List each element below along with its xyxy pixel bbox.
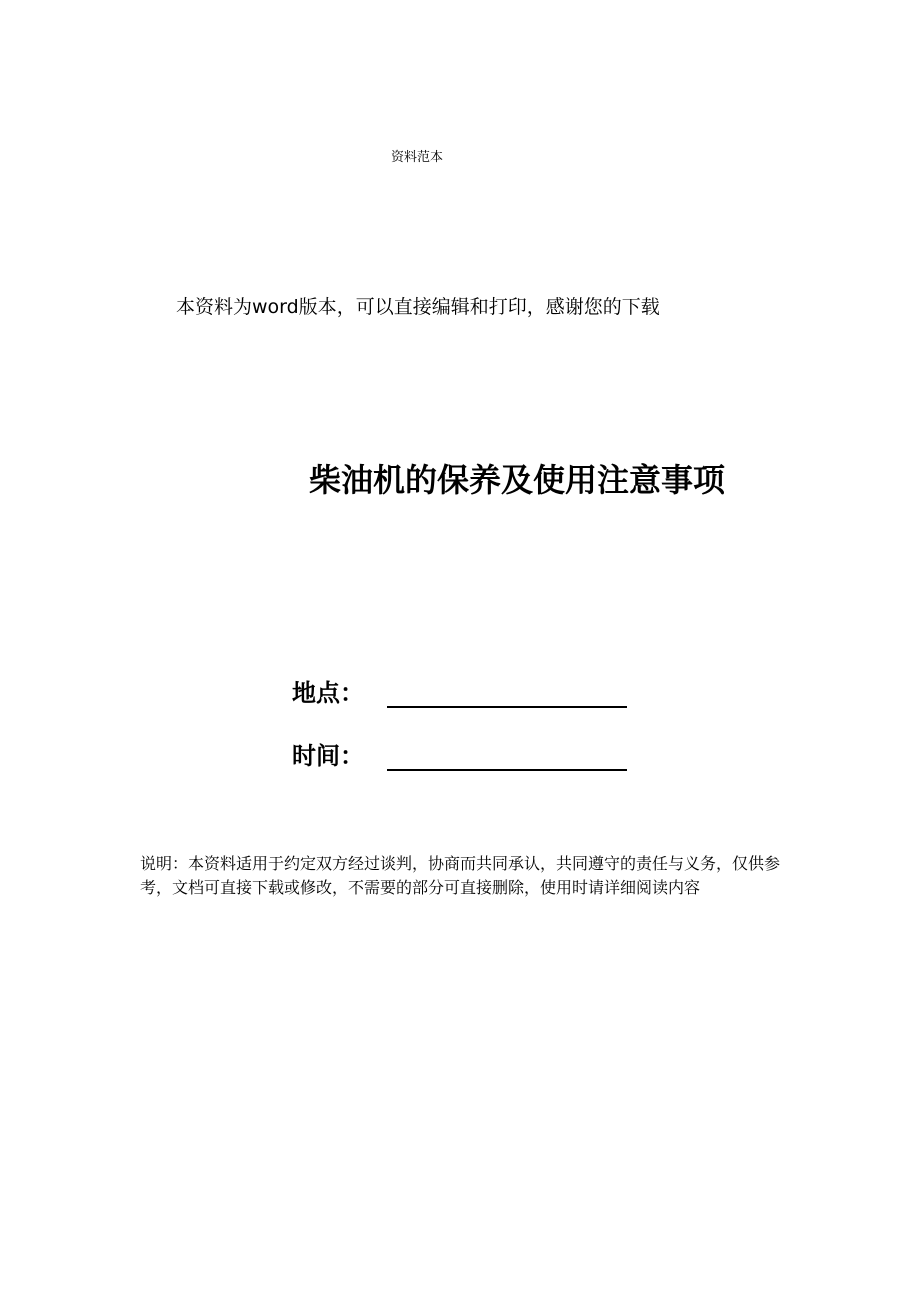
location-field xyxy=(292,675,632,715)
location-label: 地点： xyxy=(292,679,364,707)
time-label: 时间： xyxy=(292,742,364,770)
header-label: 资料范本 xyxy=(391,150,444,165)
location-blank-line xyxy=(387,706,627,708)
time-blank-line xyxy=(387,769,627,771)
document-title: 柴油机的保养及使用注意事项 xyxy=(309,461,726,499)
usage-note: 说明：本资料适用于约定双方经过谈判，协商而共同承认，共同遵守的责任与义务，仅供参考，文档可直接下载或修改，不需要的部分可直接删除，使用时请详细阅读内容 xyxy=(140,854,781,897)
download-notice: 本资料为word版本，可以直接编辑和打印，感谢您的下载 xyxy=(176,296,660,318)
time-field xyxy=(292,738,632,778)
